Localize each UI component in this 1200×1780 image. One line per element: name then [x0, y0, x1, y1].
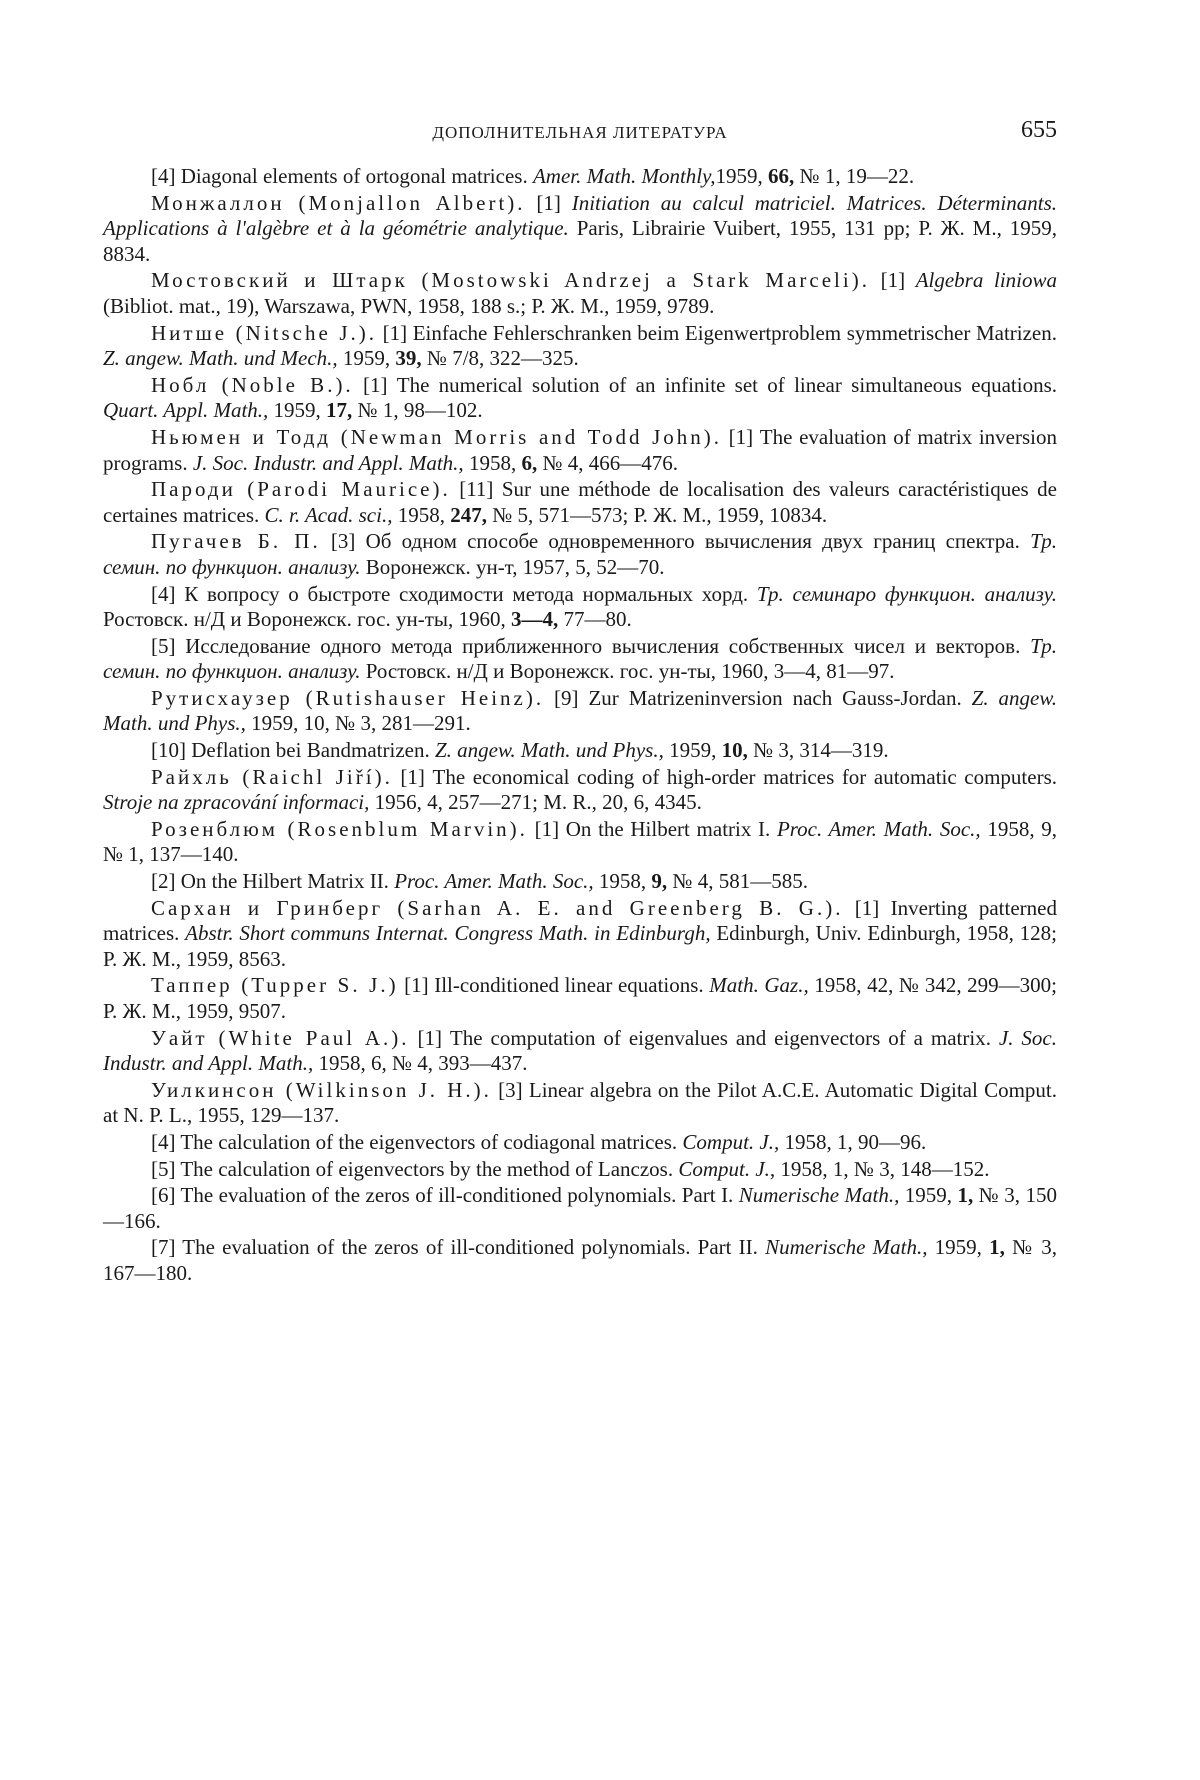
entry-text: 1959, [663, 738, 722, 763]
entry-text: [4] Diagonal elements of ortogonal matrices. [151, 164, 533, 188]
entry-text: [9] Zur Matrizeninversion nach Gauss-Jordan. [544, 685, 972, 710]
bibliography-entry [103, 869, 1057, 895]
entry-text: 1958, [593, 869, 652, 894]
entry-text: [1] [525, 190, 572, 215]
author-name: Мостовский и Штарк (Mostowski Andrzej a Stark Marceli). [151, 268, 870, 293]
author-name: Уайт (White Paul A.). [151, 1025, 410, 1050]
volume-number: 6, [521, 450, 538, 475]
source-title: Тр. семин. по функцион. анализу. [103, 633, 1057, 684]
header-title: ДОПОЛНИТЕЛЬНАЯ ЛИТЕРАТУРА [432, 123, 728, 142]
entry-text: [1] Ill-conditioned linear equations. [398, 973, 710, 998]
volume-number: 10, [721, 738, 748, 763]
entry-text: [1] Einfache Fehlerschranken beim Eigenwertproblem symmetrischer Matrizen. [377, 320, 1057, 345]
entry-text: № 1, 98—102. [352, 398, 483, 423]
author-name: Таппер (Tupper S. J.) [151, 973, 399, 998]
source-title: Z. angew. Math. und Phys., [103, 685, 1058, 736]
source-title: Proc. Amer. Math. Soc., [776, 816, 981, 841]
source-title: Comput. J., [682, 1129, 780, 1154]
entry-text: [1] The numerical solution of an infinite set of linear simultaneous equations. [353, 372, 1057, 397]
source-title: Amer. Math. Monthly, [532, 164, 716, 188]
entry-text: [3] Linear algebra on the Pilot A.C.E. Automatic Digital Comput. at N. P. L., 1955, 129—137. [103, 1077, 1057, 1128]
bibliography-entry [103, 268, 1057, 319]
entry-text: № 4, 581—585. [667, 869, 808, 894]
author-name: Нобл (Noble B.). [151, 372, 354, 397]
bibliography-list [103, 164, 1057, 1287]
entry-text: [4] The calculation of the eigenvectors of codiagonal matrices. [151, 1129, 683, 1154]
bibliography-entry [103, 1130, 1057, 1156]
entry-text: № 4, 466—476. [537, 450, 678, 475]
entry-text: [10] Deflation bei Bandmatrizen. [151, 738, 435, 763]
volume-number: 66, [768, 164, 795, 188]
bibliography-entry [103, 686, 1057, 737]
entry-text: [4] К вопросу о быстроте сходимости метода нормальных хорд. [151, 581, 757, 606]
entry-text: [2] On the Hilbert Matrix II. [151, 869, 395, 894]
bibliography-entry [103, 477, 1057, 528]
bibliography-entry [103, 1078, 1057, 1129]
entry-text: [5] The calculation of eigenvectors by the method of Lanczos. [151, 1156, 679, 1181]
entry-text: [6] The evaluation of the zeros of ill-conditioned polynomials. Part I. [151, 1183, 739, 1208]
bibliography-entry [103, 425, 1057, 476]
entry-text: 1958, 1, 90—96. [779, 1129, 927, 1154]
entry-text: (Bibliot. mat., 19), Warszawa, PWN, 1958, 188 s.; Р. Ж. М., 1959, 9789. [103, 293, 715, 318]
volume-number: 17, [326, 398, 353, 423]
source-title: Math. Gaz., [709, 973, 809, 998]
bibliography-entry [103, 896, 1057, 973]
entry-text: 1958, 6, № 4, 393—437. [313, 1051, 528, 1076]
bibliography-entry [103, 738, 1057, 764]
bibliography-entry [103, 1183, 1057, 1234]
entry-text: Ростовск. н/Д и Воронежск. гос. ун-ты, 1960, 3—4, 81—97. [360, 659, 895, 684]
source-title: Numerische Math., [738, 1183, 900, 1208]
entry-text: 1959, [337, 346, 396, 371]
entry-text: 1959, [715, 164, 769, 188]
source-title: J. Soc. Industr. and Appl. Math., [103, 1025, 1057, 1076]
source-title: Abstr. Short communs Internat. Congress Math. in Edinburgh, [185, 921, 711, 946]
entry-text: [1] The economical coding of high-order matrices for automatic computers. [392, 764, 1057, 789]
entry-text: № 5, 571—573; Р. Ж. М., 1959, 10834. [486, 502, 828, 527]
entry-text: № 7/8, 322—325. [421, 346, 579, 371]
entry-text: 1958, 1, № 3, 148—152. [775, 1156, 990, 1181]
volume-number: 1, [957, 1183, 974, 1208]
entry-text: [1] [869, 268, 916, 293]
bibliography-entry [103, 1235, 1057, 1286]
entry-text: [1] Inverting patterned matrices. [103, 895, 1057, 946]
author-name: Розенблюм (Rosenblum Marvin). [151, 816, 528, 841]
author-name: Сархан и Гринберг (Sarhan A. E. and Greenberg B. G.). [151, 895, 844, 920]
entry-text: № 3, 150—166. [103, 1183, 1057, 1233]
page-number: 655 [1021, 117, 1057, 143]
entry-text: 1958, [392, 502, 451, 527]
entry-text: 1959, [899, 1183, 958, 1208]
entry-text: № 1, 19—22. [794, 164, 915, 188]
entry-text: [1] The computation of eigenvalues and eigenvectors of a matrix. [409, 1025, 999, 1050]
page [103, 118, 1057, 1288]
source-title: Initiation au calcul matriciel. Matrices. Déterminants. Applications à l'algèbre et à la géométrie analytique. [103, 190, 1058, 241]
entry-text: 1958, 9, № 1, 137—140. [103, 816, 1057, 867]
bibliography-entry [103, 191, 1057, 268]
source-title: Z. angew. Math. und Mech., [103, 346, 338, 371]
entry-text: [3] Об одном способе одновременного вычисления двух границ спектра. [320, 529, 1031, 554]
author-name: Ньюмен и Тодд (Newman Morris and Todd John). [151, 424, 723, 449]
source-title: Тр. семин. по функцион. анализу. [103, 529, 1057, 579]
source-title: C. r. Acad. sci., [264, 502, 393, 527]
bibliography-entry [103, 765, 1057, 816]
entry-text: [11] Sur une méthode de localisation des valeurs caractéristiques de certaines matrices. [103, 477, 1057, 527]
entry-text: 1959, [268, 398, 327, 423]
entry-text: Воронежск. ун-т, 1957, 5, 52—70. [360, 554, 665, 579]
entry-text: Ростовск. н/Д и Воронежск. гос. ун-ты, 1960, [103, 607, 512, 632]
bibliography-entry [103, 164, 1057, 190]
bibliography-entry [103, 529, 1057, 580]
running-header [103, 118, 1057, 152]
entry-text: 1959, 10, № 3, 281—291. [245, 711, 471, 736]
bibliography-entry [103, 582, 1057, 633]
entry-text: [7] The evaluation of the zeros of ill-conditioned polynomials. Part II. [151, 1235, 766, 1260]
entry-text: [1] On the Hilbert matrix I. [527, 816, 777, 841]
entry-text: 77—80. [558, 607, 632, 632]
source-title: Тр. семинаро функцион. анализу. [756, 581, 1057, 606]
volume-number: 1, [989, 1235, 1005, 1260]
volume-number: 3—4, [511, 607, 559, 632]
bibliography-entry [103, 1026, 1057, 1077]
author-name: Монжаллон (Monjallon Albert). [151, 190, 526, 215]
author-name: Рутисхаузер (Rutishauser Heinz). [151, 685, 545, 710]
author-name: Пугачев Б. П. [151, 529, 321, 554]
author-name: Пароди (Parodi Maurice). [151, 477, 451, 502]
source-title: Algebra liniowa [915, 268, 1057, 293]
bibliography-entry [103, 1157, 1057, 1183]
author-name: Райхль (Raichl Jiří). [151, 764, 393, 789]
entry-text: Paris, Librairie Vuibert, 1955, 131 pp; Р. Ж. М., 1959, 8834. [103, 216, 1057, 266]
entry-text: [5] Исследование одного метода приближенного вычисления собственных чисел и векторов. [151, 633, 1031, 658]
bibliography-entry [103, 817, 1057, 868]
entry-text: 1958, [463, 450, 522, 475]
bibliography-entry [103, 373, 1057, 424]
entry-text: Edinburgh, Univ. Edinburgh, 1958, 128; Р. Ж. М., 1959, 8563. [103, 921, 1057, 971]
entry-text: № 3, 314—319. [747, 738, 889, 763]
bibliography-entry [103, 634, 1057, 685]
source-title: Z. angew. Math. und Phys., [434, 738, 664, 763]
bibliography-entry [103, 321, 1057, 372]
volume-number: 247, [450, 502, 487, 527]
author-name: Уилкинсон (Wilkinson J. H.). [151, 1077, 492, 1102]
author-name: Нитше (Nitsche J.). [151, 320, 378, 345]
entry-text: 1958, 42, № 342, 299—300; Р. Ж. М., 1959, 9507. [103, 973, 1057, 1023]
source-title: Stroje na zpracování informaci, [103, 790, 370, 815]
entry-text: 1959, [927, 1235, 990, 1260]
entry-text: [1] The evaluation of matrix inversion programs. [103, 424, 1057, 475]
entry-text: № 3, 167—180. [103, 1235, 1057, 1285]
source-title: Quart. Appl. Math., [103, 398, 269, 423]
entry-text: 1956, 4, 257—271; М. R., 20, 6, 4345. [369, 790, 702, 815]
source-title: Proc. Amer. Math. Soc., [394, 869, 594, 894]
volume-number: 9, [651, 869, 668, 894]
source-title: Comput. J., [678, 1156, 776, 1181]
source-title: Numerische Math., [765, 1235, 928, 1260]
bibliography-entry [103, 973, 1057, 1024]
volume-number: 39, [395, 346, 422, 371]
source-title: J. Soc. Industr. and Appl. Math., [192, 450, 464, 475]
